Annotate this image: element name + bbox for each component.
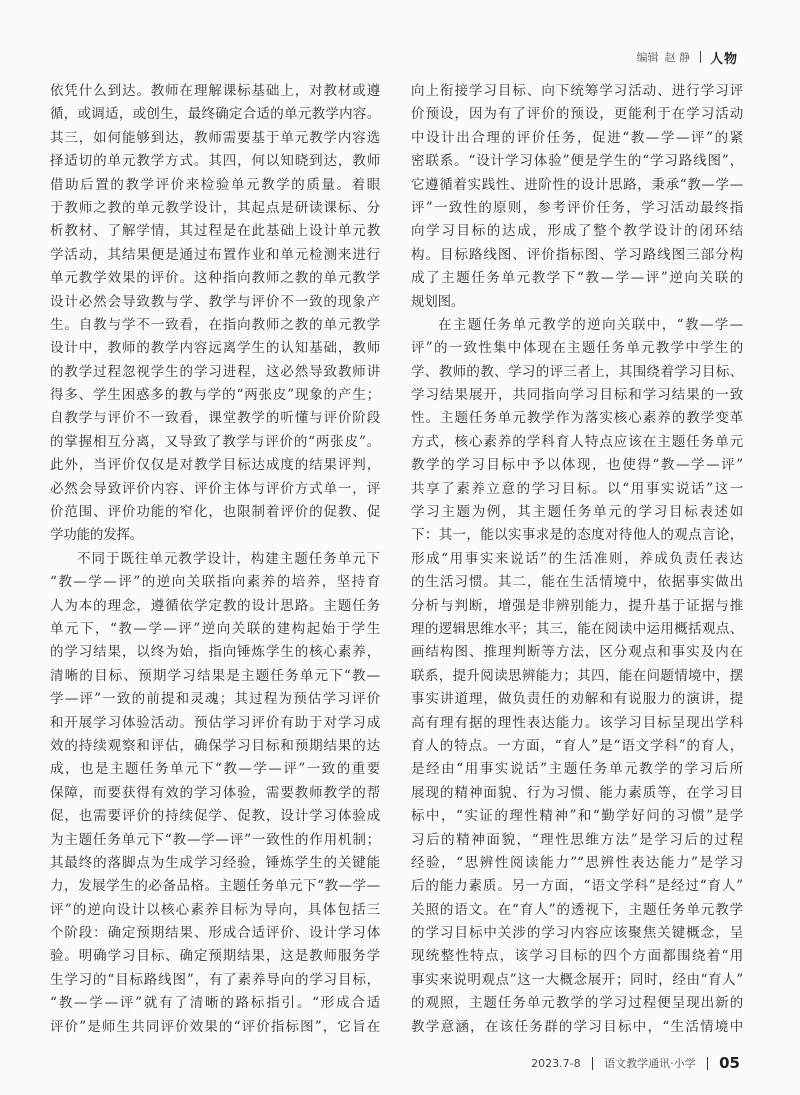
text-line: 标中，“实证的理性精神”和“勤学好问的习惯”是学 bbox=[411, 808, 743, 825]
footer-divider bbox=[592, 1057, 594, 1070]
issue-date: 2023.7-8 bbox=[531, 1056, 581, 1070]
text-line: 理的逻辑思维水平；其三，能在阅读中运用概括观点、 bbox=[411, 620, 743, 637]
editor-name: 赵 静 bbox=[664, 51, 690, 64]
text-line: 向上衔接学习目标、向下统筹学习活动、进行学习评 bbox=[411, 83, 743, 99]
text-line: 的学习目标中关涉的学习内容应该聚焦关键概念，呈 bbox=[411, 925, 743, 942]
page-number: 05 bbox=[719, 1054, 740, 1072]
text-line: 得多、学生困惑多的教与学的“两张皮”现象的产生； bbox=[50, 387, 380, 404]
text-line: 评”的一致性集中体现在主题任务单元教学中学生的 bbox=[411, 340, 743, 357]
text-line: 学功能的发挥。 bbox=[50, 527, 144, 544]
text-line: 成，也是主题任务单元下“教—学—评”一致的重要 bbox=[50, 761, 380, 778]
text-line: 于教师之教的单元教学设计，其起点是研读课标、分 bbox=[50, 199, 380, 216]
text-line: 评”的逆向设计以核心素养目标为导向，具体包括三 bbox=[50, 901, 380, 918]
text-line: 析教材、了解学情，其过程是在此基础上设计单元教 bbox=[50, 223, 380, 240]
text-line: 在主题任务单元教学的逆向关联中，“教—学— bbox=[438, 316, 743, 333]
text-line: 关照的语文。在“育人”的透视下，主题任务单元教学 bbox=[411, 901, 743, 918]
text-line: 保障，而要获得有效的学习体验，需要教师教学的帮 bbox=[50, 784, 380, 801]
text-line: 规划图。 bbox=[411, 293, 465, 310]
text-line: 清晰的目标、预期学习结果是主题任务单元下“教— bbox=[50, 667, 380, 684]
text-line: 形成“用事实来说话”的生活准则，养成负责任表达 bbox=[411, 550, 743, 567]
text-line: 的学习结果，以终为始，指向锤炼学生的核心素养， bbox=[50, 644, 380, 661]
text-line: 教学意涵，在该任务群的学习目标中，“生活情境中 bbox=[411, 1018, 743, 1035]
section-title: 人物 bbox=[709, 51, 738, 67]
editor-label: 编辑 bbox=[636, 51, 659, 64]
text-line: 教学的学习目标中予以体现，也使得“教—学—评” bbox=[411, 457, 743, 474]
text-line: “教—学—评”就有了清晰的路标指引。“形成合适 bbox=[50, 995, 380, 1012]
text-line: 验。明确学习目标、确定预期结果，这是教师服务学 bbox=[50, 948, 380, 965]
text-line: 促，也需要评价的持续促学、促教，设计学习体验成 bbox=[50, 808, 380, 825]
header-divider bbox=[700, 51, 701, 63]
text-line: 择适切的单元教学方式。其四，何以知晓到达，教师 bbox=[50, 153, 380, 170]
text-line: 此外，当评价仅仅是对教学目标达成度的结果评判， bbox=[50, 457, 380, 474]
text-line: 构。目标路线图、评价指标图、学习路线图三部分构 bbox=[411, 246, 743, 263]
text-line: 的掌握相互分离，又导致了教学与评价的“两张皮”。 bbox=[50, 433, 380, 450]
text-line: 借助后置的教学评价来检验单元教学的质量。着眼 bbox=[50, 176, 380, 193]
text-line: 评价”是师生共同评价效果的“评价指标图”，它旨在 bbox=[50, 1018, 380, 1035]
text-line: 循，或调适，或创生，最终确定合适的单元教学内容。 bbox=[50, 106, 380, 123]
text-line: 价范围、评价功能的窄化，也限制着评价的促教、促 bbox=[50, 504, 380, 521]
text-line: 不同于既往单元教学设计，构建主题任务单元下 bbox=[77, 550, 380, 567]
text-line: 育人的特点。一方面，“育人”是“语文学科”的育人， bbox=[411, 737, 743, 754]
text-line: 单元下，“教—学—评”逆向关联的建构起始于学生 bbox=[50, 620, 380, 637]
text-line: 人为本的理念，遵循依学定教的设计思路。主题任务 bbox=[50, 597, 380, 614]
text-line: 个阶段：确定预期结果、形成合适评价、设计学习体 bbox=[50, 925, 380, 942]
text-line: 设计必然会导致教与学、教学与评价不一致的现象产 bbox=[50, 293, 380, 310]
text-line: 力，发展学生的必备品格。主题任务单元下“教—学— bbox=[50, 878, 380, 895]
page-header bbox=[636, 48, 738, 66]
text-line: 经验，“思辨性阅读能力”“思辨性表达能力”是学习 bbox=[411, 854, 743, 871]
text-line: 性。主题任务单元教学作为落实核心素养的教学变革 bbox=[411, 410, 743, 427]
text-line: 现统整性特点，该学习目标的四个方面都围绕着“用 bbox=[411, 948, 743, 965]
text-line: 下：其一，能以实事求是的态度对待他人的观点言论， bbox=[411, 527, 743, 544]
text-line: 中设计出合理的评价任务，促进“教—学—评”的紧 bbox=[411, 129, 743, 146]
text-line: 事实来说明观点”这一大概念展开；同时，经由“育人” bbox=[411, 971, 743, 988]
text-line: 的观照，主题任务单元教学的学习过程便呈现出新的 bbox=[411, 995, 743, 1012]
text-line: 密联系。“设计学习体验”便是学生的“学习路线图”， bbox=[411, 153, 743, 170]
journal-name: 语文教学通讯·小学 bbox=[604, 1057, 696, 1070]
text-line: “教—学—评”的逆向关联指向素养的培养，坚持育 bbox=[50, 574, 380, 591]
text-line: 画结构图、推理判断等方法，区分观点和事实及内在 bbox=[411, 644, 743, 661]
text-line: 必然会导致评价内容、评价主体与评价方式单一，评 bbox=[50, 480, 380, 497]
text-line: 事实讲道理，做负责任的劝解和有说服力的演讲，提 bbox=[411, 691, 743, 708]
footer-divider bbox=[707, 1057, 709, 1070]
text-line: 学活动，其结果便是通过布置作业和单元检测来进行 bbox=[50, 246, 380, 263]
text-line: 的教学过程忽视学生的学习进程，这必然导致教师讲 bbox=[50, 363, 380, 380]
text-line: 学—评”一致的前提和灵魂；其过程为预估学习评价 bbox=[50, 691, 380, 708]
text-line: 评”一致性的原则，参考评价任务，学习活动最终指 bbox=[411, 199, 743, 216]
text-line: 是经由“用事实说话”主题任务单元教学的学习后所 bbox=[411, 761, 743, 778]
text-line: 后的能力素质。另一方面，“语文学科”是经过“育人” bbox=[411, 878, 743, 895]
text-line: 习后的精神面貌，“理性思维方法”是学习后的过程 bbox=[411, 831, 743, 848]
text-line: 成了主题任务单元教学下“教—学—评”逆向关联的 bbox=[411, 270, 743, 287]
text-line: 分析与判断，增强是非辨别能力，提升基于证据与推 bbox=[411, 597, 743, 614]
left-column bbox=[50, 80, 380, 1039]
text-line: 生学习的“目标路线图”，有了素养导向的学习目标， bbox=[50, 971, 380, 988]
text-line: 为主题任务单元下“教—学—评”一致性的作用机制； bbox=[50, 831, 380, 848]
text-line: 其最终的落脚点为生成学习经验，锤炼学生的关键能 bbox=[50, 854, 380, 871]
text-line: 价预设，因为有了评价的预设，更能利于在学习活动 bbox=[411, 106, 743, 123]
text-line: 其三，如何能够到达，教师需要基于单元教学内容选 bbox=[50, 129, 380, 146]
text-line: 学习结果展开，共同指向学习目标和学习结果的一致 bbox=[411, 387, 743, 404]
text-line: 生。自教与学不一致看，在指向教师之教的单元教学 bbox=[50, 316, 380, 333]
text-line: 方式，核心素养的学科育人特点应该在主题任务单元 bbox=[411, 433, 743, 450]
text-line: 依凭什么到达。教师在理解课标基础上，对教材或遵 bbox=[50, 83, 380, 99]
text-line: 的生活习惯。其二，能在生活情境中，依据事实做出 bbox=[411, 574, 743, 591]
text-line: 共享了素养立意的学习目标。以“用事实说话”这一 bbox=[411, 480, 743, 497]
text-line: 自教学与评价不一致看，课堂教学的听懂与评价阶段 bbox=[50, 410, 380, 427]
text-line: 展现的精神面貌、行为习惯、能力素质等，在学习目 bbox=[411, 784, 743, 801]
text-line: 效的持续观察和评估，确保学习目标和预期结果的达 bbox=[50, 737, 380, 754]
text-line: 联系，提升阅读思辨能力；其四，能在问题情境中，摆 bbox=[411, 667, 743, 684]
text-line: 单元教学效果的评价。这种指向教师之教的单元教学 bbox=[50, 270, 380, 287]
text-line: 它遵循着实践性、进阶性的设计思路，秉承“教—学— bbox=[411, 176, 743, 193]
text-line: 学、教师的教、学习的评三者上，其围绕着学习目标、 bbox=[411, 363, 743, 380]
text-line: 学习主题为例，其主题任务单元的学习目标表述如 bbox=[411, 504, 743, 521]
text-line: 设计中，教师的教学内容远离学生的认知基础，教师 bbox=[50, 340, 380, 357]
page-footer bbox=[531, 1053, 740, 1073]
text-line: 和开展学习体验活动。预估学习评价有助于对学习成 bbox=[50, 714, 380, 731]
text-line: 高有理有据的理性表达能力。该学习目标呈现出学科 bbox=[411, 714, 743, 731]
right-column bbox=[411, 80, 743, 1039]
text-line: 向学习目标的达成，形成了整个教学设计的闭环结 bbox=[411, 223, 743, 240]
